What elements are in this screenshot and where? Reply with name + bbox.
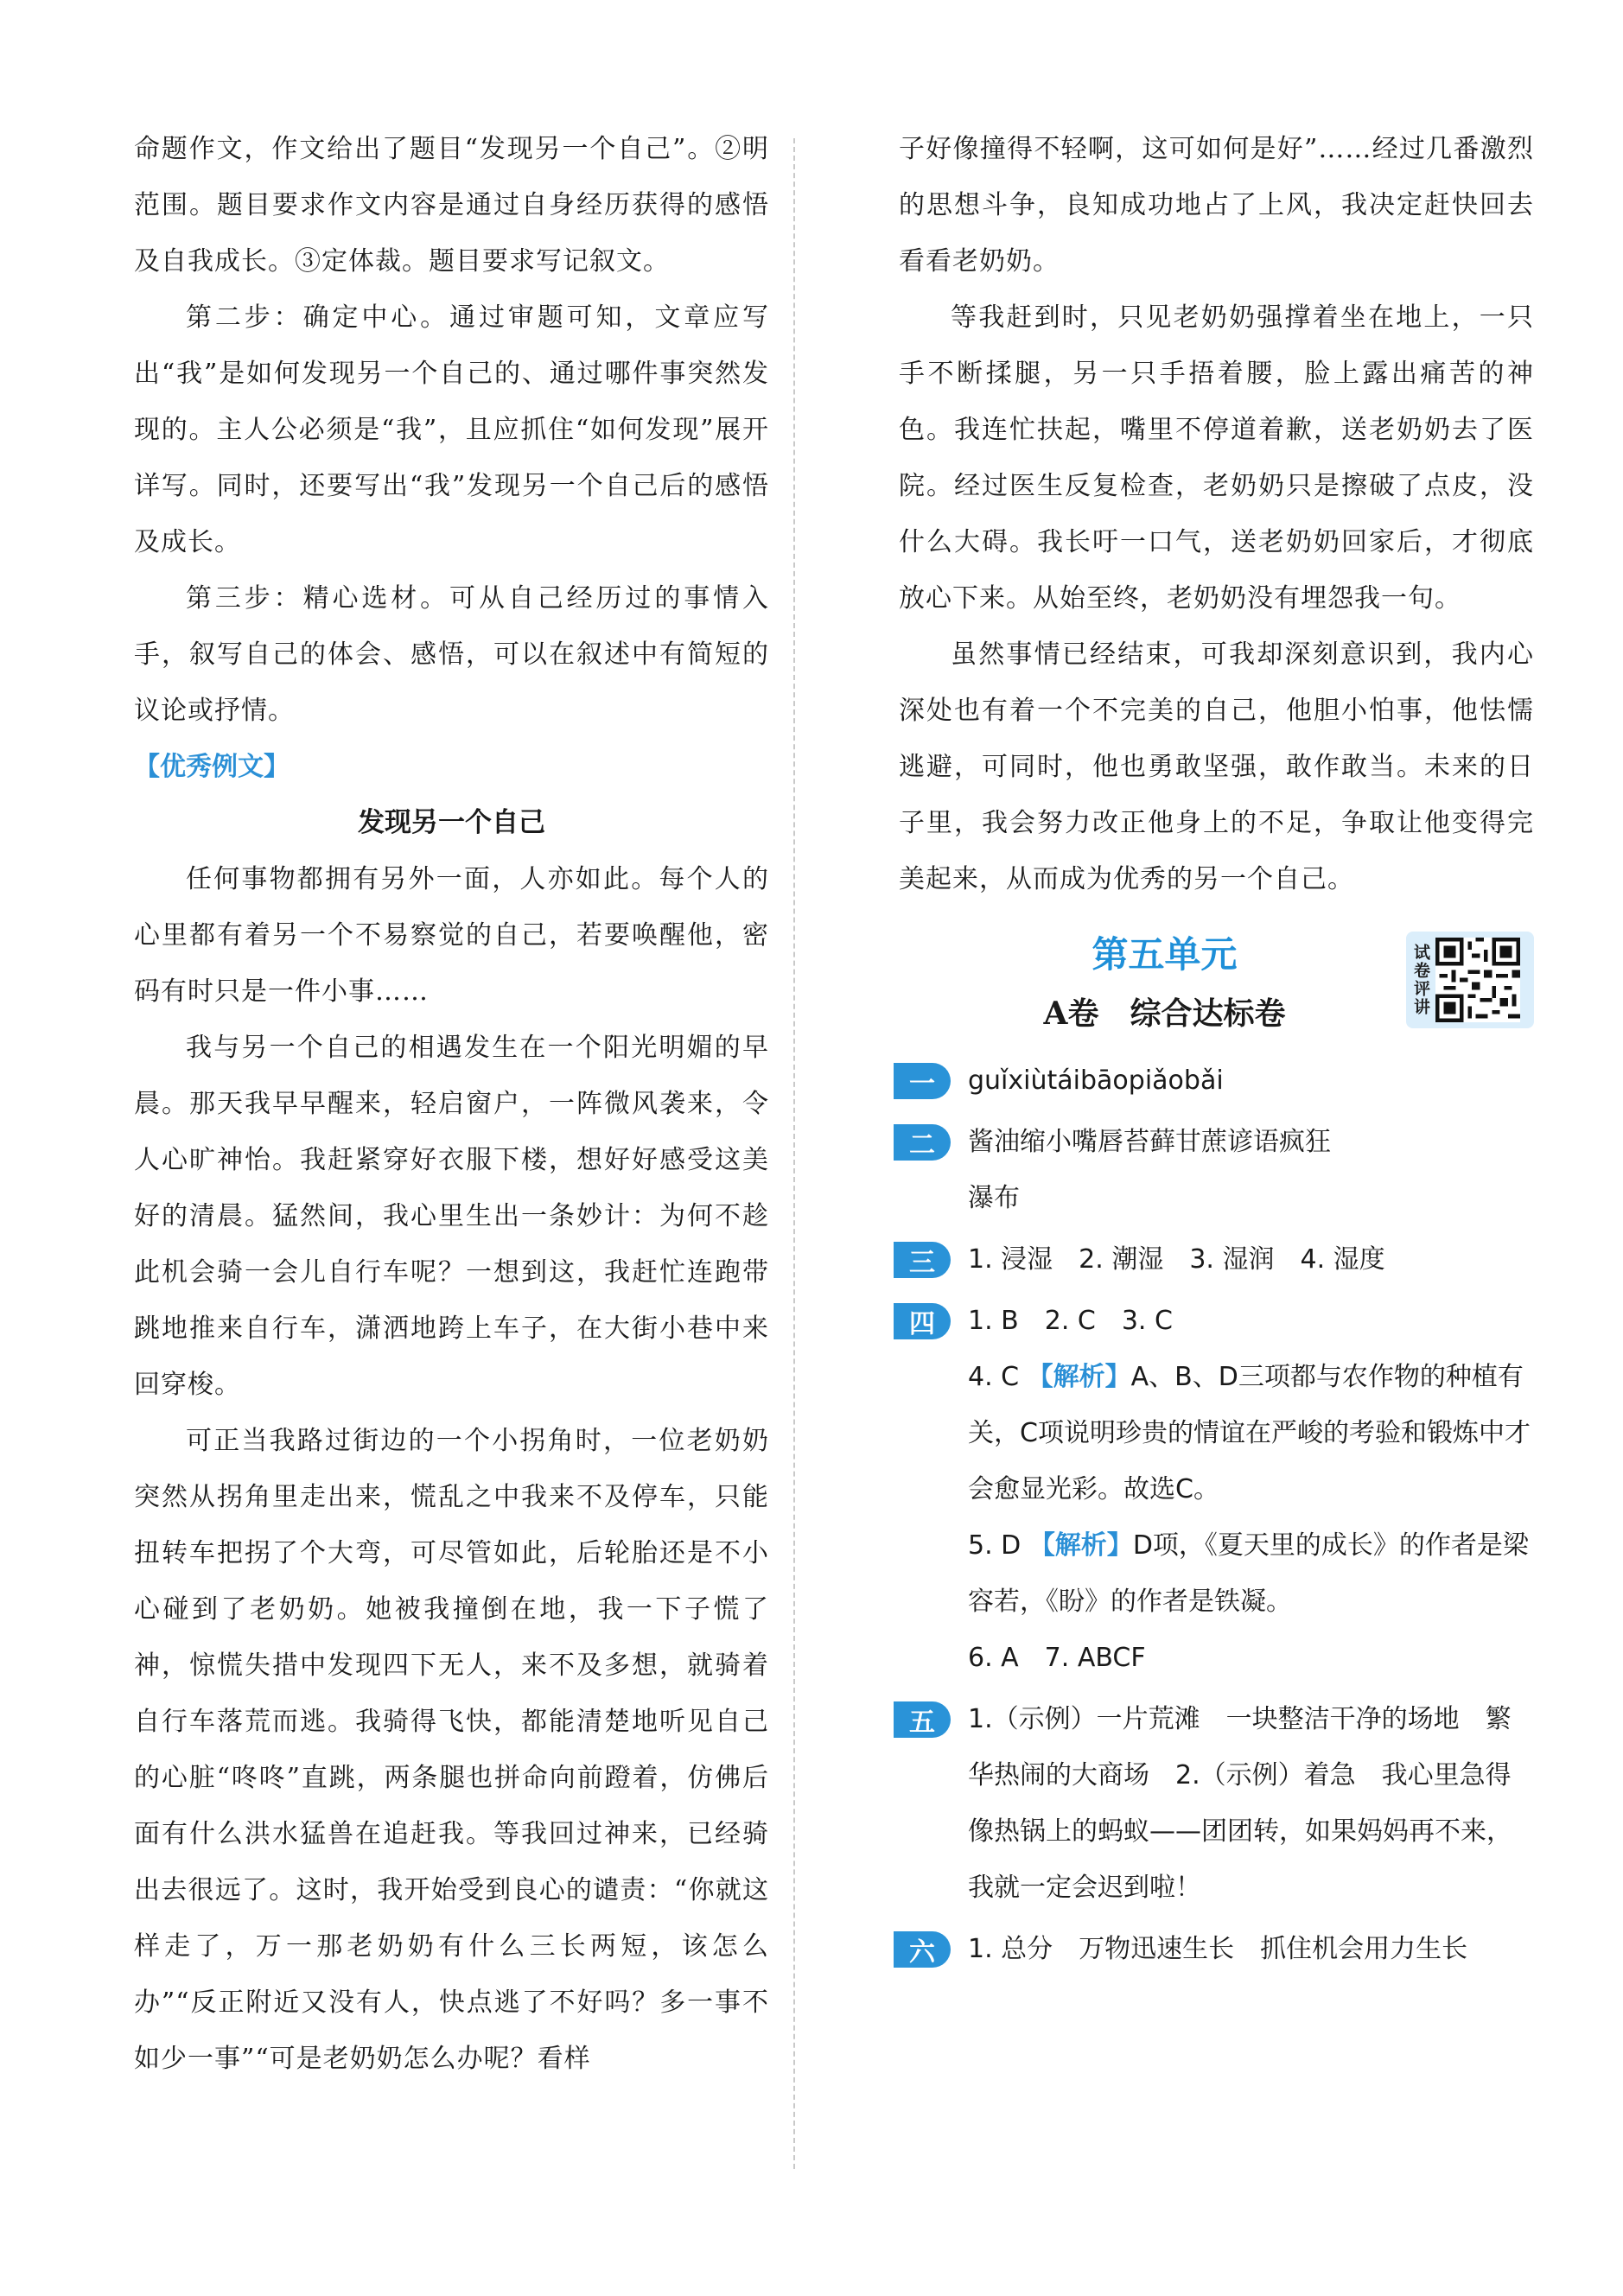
pinyin-item: guǐ <box>968 1065 1009 1096</box>
section-badge: 六 <box>894 1931 951 1968</box>
word-item: 嘴唇 <box>1072 1127 1123 1157</box>
essay-title: 发现另一个自己 <box>358 807 545 838</box>
section-6-text: 1. 总分 万物迅速生长 抓住机会用力生长 <box>968 1934 1468 1964</box>
q4-number: 4. C <box>968 1362 1020 1392</box>
column-divider <box>793 138 795 2169</box>
left-column <box>134 121 769 2087</box>
q4-analysis: A、B、D三项都与农作物的种植有关，C项说明珍贵的情谊在严峻的考验和锻炼中才会愈显光彩。故选C。 <box>968 1362 1531 1504</box>
word-item: 瀑布 <box>968 1183 1020 1213</box>
unit-header <box>899 926 1534 1047</box>
section-5-text: 1.（示例）一片荒滩 一块整洁干净的场地 繁华热闹的大商场 2.（示例）着急 我心里急得像热锅上的蚂蚁——团团转，如果妈妈再不来，我就一定会迟到啦！ <box>968 1704 1512 1903</box>
answer-section-1 <box>899 1053 1534 1109</box>
pinyin-item: bāo <box>1080 1065 1129 1096</box>
answer-section-6 <box>899 1921 1534 1977</box>
word-item: 谚语 <box>1227 1127 1279 1157</box>
unit-title: 第五单元 <box>1092 933 1238 976</box>
section-badge: 四 <box>894 1303 951 1339</box>
q5-analysis: D项，《夏天里的成长》的作者是梁容若，《盼》的作者是铁凝。 <box>968 1530 1529 1617</box>
section-3-text: 1. 浸湿 2. 潮湿 3. 湿润 4. 湿度 <box>968 1244 1385 1275</box>
section-badge: 一 <box>894 1063 951 1099</box>
essay-paragraph-4: 等我赶到时，只见老奶奶强撑着坐在地上，一只手不断揉腿，另一只手捂着腰，脸上露出痛苦的神色。我连忙扶起，嘴里不停道着歉，送老奶奶去了医院。经过医生反复检查，老奶奶只是擦破了点皮，没什么大碍。我长吁一口气，送老奶奶回家后，才彻底放心下来。从始至终，老奶奶没有埋怨我一句。 <box>899 302 1534 614</box>
section-4-q5 <box>968 1517 1534 1630</box>
essay-paragraph-3: 可正当我路过街边的一个小拐角时，一位老奶奶突然从拐角里走出来，慌乱之中我来不及停车，只能扭转车把拐了个大弯，可尽管如此，后轮胎还是不小心碰到了老奶奶。她被我撞倒在地，我一下子慌了神，惊慌失措中发现四下无人，来不及多想，就骑着自行车落荒而逃。我骑得飞快，都能清楚地听见自己的心脏“咚咚”直跳，两条腿也拼命向前蹬着，仿佛后面有什么洪水猛兽在追赶我。等我回过神来，已经骑出去很远了。这时，我开始受到良心的谴责：“你就这样走了，万一那老奶奶有什么三长两短，该怎么办”“反正附近又没有人，快点逃了不好吗？多一事不如少一事”“可是老奶奶怎么办呢？看样 <box>134 1426 769 2074</box>
analysis-tag: 【解析】 <box>1028 1530 1133 1561</box>
section-badge: 五 <box>894 1701 951 1738</box>
pinyin-answers <box>968 1053 1534 1109</box>
answer-section-5 <box>899 1691 1534 1916</box>
qr-code-panel[interactable] <box>1406 932 1534 1028</box>
answer-section-4 <box>899 1293 1534 1686</box>
pinyin-item: xiù <box>1008 1065 1047 1096</box>
word-item: 苔藓 <box>1123 1127 1175 1157</box>
sample-essay-tag: 【优秀例文】 <box>134 752 290 782</box>
essay-paragraph-3-cont: 子好像撞得不轻啊，这可如何是好”……经过几番激烈的思想斗争，良知成功地占了上风，我决定赶快回去看看老奶奶。 <box>899 134 1534 277</box>
right-column <box>899 121 1534 1977</box>
unit-subtitle: A卷 综合达标卷 <box>1043 995 1286 1032</box>
analysis-tag: 【解析】 <box>1027 1362 1131 1392</box>
section-badge: 二 <box>894 1124 951 1161</box>
answer-section-3 <box>899 1231 1534 1288</box>
section-4-q4 <box>968 1349 1534 1517</box>
word-item: 酱油 <box>968 1127 1020 1157</box>
section-4-line-1: 1. B 2. C 3. C <box>968 1306 1173 1336</box>
word-item: 甘蔗 <box>1175 1127 1227 1157</box>
guide-paragraph-2: 第二步：确定中心。通过审题可知，文章应写出“我”是如何发现另一个自己的、通过哪件事突然发现的。主人公必须是“我”，且应抓住“如何发现”展开详写。同时，还要写出“我”发现另一个自己后的感悟及成长。 <box>134 302 769 557</box>
word-answers <box>968 1114 1534 1226</box>
word-item: 缩小 <box>1020 1127 1072 1157</box>
guide-paragraph-1: 命题作文，作文给出了题目“发现另一个自己”。②明范围。题目要求作文内容是通过自身经历获得的感悟及自我成长。③定体裁。题目要求写记叙文。 <box>134 134 769 277</box>
answer-section-2 <box>899 1114 1534 1226</box>
guide-paragraph-3: 第三步：精心选材。可从自己经历过的事情入手，叙写自己的体会、感悟，可以在叙述中有简短的议论或抒情。 <box>134 583 769 726</box>
section-4-last-line: 6. A 7. ABCF <box>968 1643 1146 1673</box>
qr-code-icon <box>1435 938 1520 1022</box>
qr-label: 试卷评讲 <box>1411 944 1430 1016</box>
pinyin-item: tái <box>1047 1065 1080 1096</box>
section-badge: 三 <box>894 1242 951 1278</box>
pinyin-item: bǎi <box>1183 1065 1224 1096</box>
essay-paragraph-5: 虽然事情已经结束，可我却深刻意识到，我内心深处也有着一个不完美的自己，他胆小怕事，他怯懦逃避，可同时，他也勇敢坚强，敢作敢当。未来的日子里，我会努力改正他身上的不足，争取让他变得完美起来，从而成为优秀的另一个自己。 <box>899 639 1534 894</box>
q5-number: 5. D <box>968 1530 1022 1561</box>
essay-paragraph-2: 我与另一个自己的相遇发生在一个阳光明媚的早晨。那天我早早醒来，轻启窗户，一阵微风袭来，令人心旷神怡。我赶紧穿好衣服下楼，想好好感受这美好的清晨。猛然间，我心里生出一条妙计：为何不趁此机会骑一会儿自行车呢？一想到这，我赶忙连跑带跳地推来自行车，潇洒地跨上车子，在大街小巷中来回穿梭。 <box>134 1033 769 1400</box>
essay-paragraph-1: 任何事物都拥有另外一面，人亦如此。每个人的心里都有着另一个不易察觉的自己，若要唤醒他，密码有时只是一件小事…… <box>134 864 769 1007</box>
pinyin-item: piǎo <box>1128 1065 1184 1096</box>
word-item: 疯狂 <box>1279 1127 1331 1157</box>
